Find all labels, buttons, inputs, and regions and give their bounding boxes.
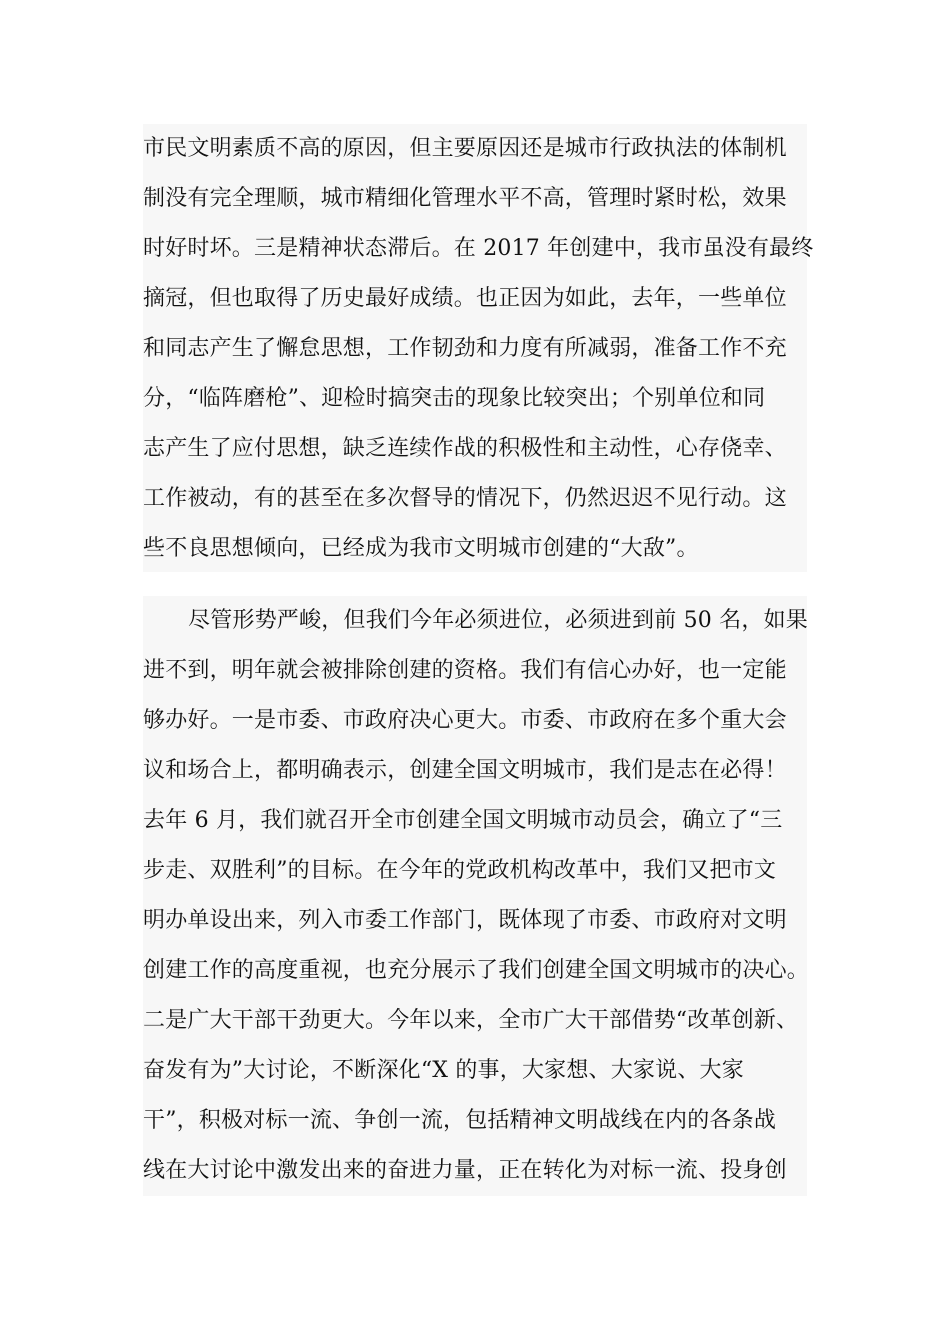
text-line: 进不到，明年就会被排除创建的资格。我们有信心办好，也一定能 xyxy=(143,658,787,683)
text-line: 些不良思想倾向，已经成为我市文明城市创建的“大敌”。 xyxy=(143,536,699,561)
text-line: 时好时坏。三是精神状态滞后。在 2017 年创建中，我市虽没有最终 xyxy=(143,236,814,261)
text-line: 分，“临阵磨枪”、迎检时搞突击的现象比较突出；个别单位和同 xyxy=(143,386,766,411)
text-line: 创建工作的高度重视，也充分展示了我们创建全国文明城市的决心。 xyxy=(143,958,810,983)
text-line: 去年 6 月，我们就召开全市创建全国文明城市动员会，确立了“三 xyxy=(143,808,783,833)
text-line: 线在大讨论中激发出来的奋进力量，正在转化为对标一流、投身创 xyxy=(143,1158,787,1183)
text-line: 和同志产生了懈怠思想，工作韧劲和力度有所减弱，准备工作不充 xyxy=(143,336,787,361)
text-line: 志产生了应付思想，缺乏连续作战的积极性和主动性，心存侥幸、 xyxy=(143,436,787,461)
text-line: 工作被动，有的甚至在多次督导的情况下，仍然迟迟不见行动。这 xyxy=(143,486,787,511)
paragraph-2 xyxy=(143,596,810,1196)
text-line: 明办单设出来，列入市委工作部门，既体现了市委、市政府对文明 xyxy=(143,908,787,933)
text-line: 奋发有为”大讨论，不断深化“X 的事，大家想、大家说、大家 xyxy=(143,1058,744,1083)
text-line: 摘冠，但也取得了历史最好成绩。也正因为如此，去年，一些单位 xyxy=(143,286,787,311)
paragraph-1 xyxy=(143,124,814,572)
text-line: 二是广大干部干劲更大。今年以来，全市广大干部借势“改革创新、 xyxy=(143,1008,799,1033)
text-line: 市民文明素质不高的原因，但主要原因还是城市行政执法的体制机 xyxy=(143,136,787,161)
text-line: 尽管形势严峻，但我们今年必须进位，必须进到前 50 名，如果 xyxy=(188,608,808,633)
text-line: 步走、双胜利”的目标。在今年的党政机构改革中，我们又把市文 xyxy=(143,858,777,883)
text-line: 够办好。一是市委、市政府决心更大。市委、市政府在多个重大会 xyxy=(143,708,787,733)
text-line: 制没有完全理顺，城市精细化管理水平不高，管理时紧时松，效果 xyxy=(143,186,787,211)
text-line: 干”，积极对标一流、争创一流，包括精神文明战线在内的各条战 xyxy=(143,1108,777,1133)
text-line: 议和场合上，都明确表示，创建全国文明城市，我们是志在必得！ xyxy=(143,758,787,783)
